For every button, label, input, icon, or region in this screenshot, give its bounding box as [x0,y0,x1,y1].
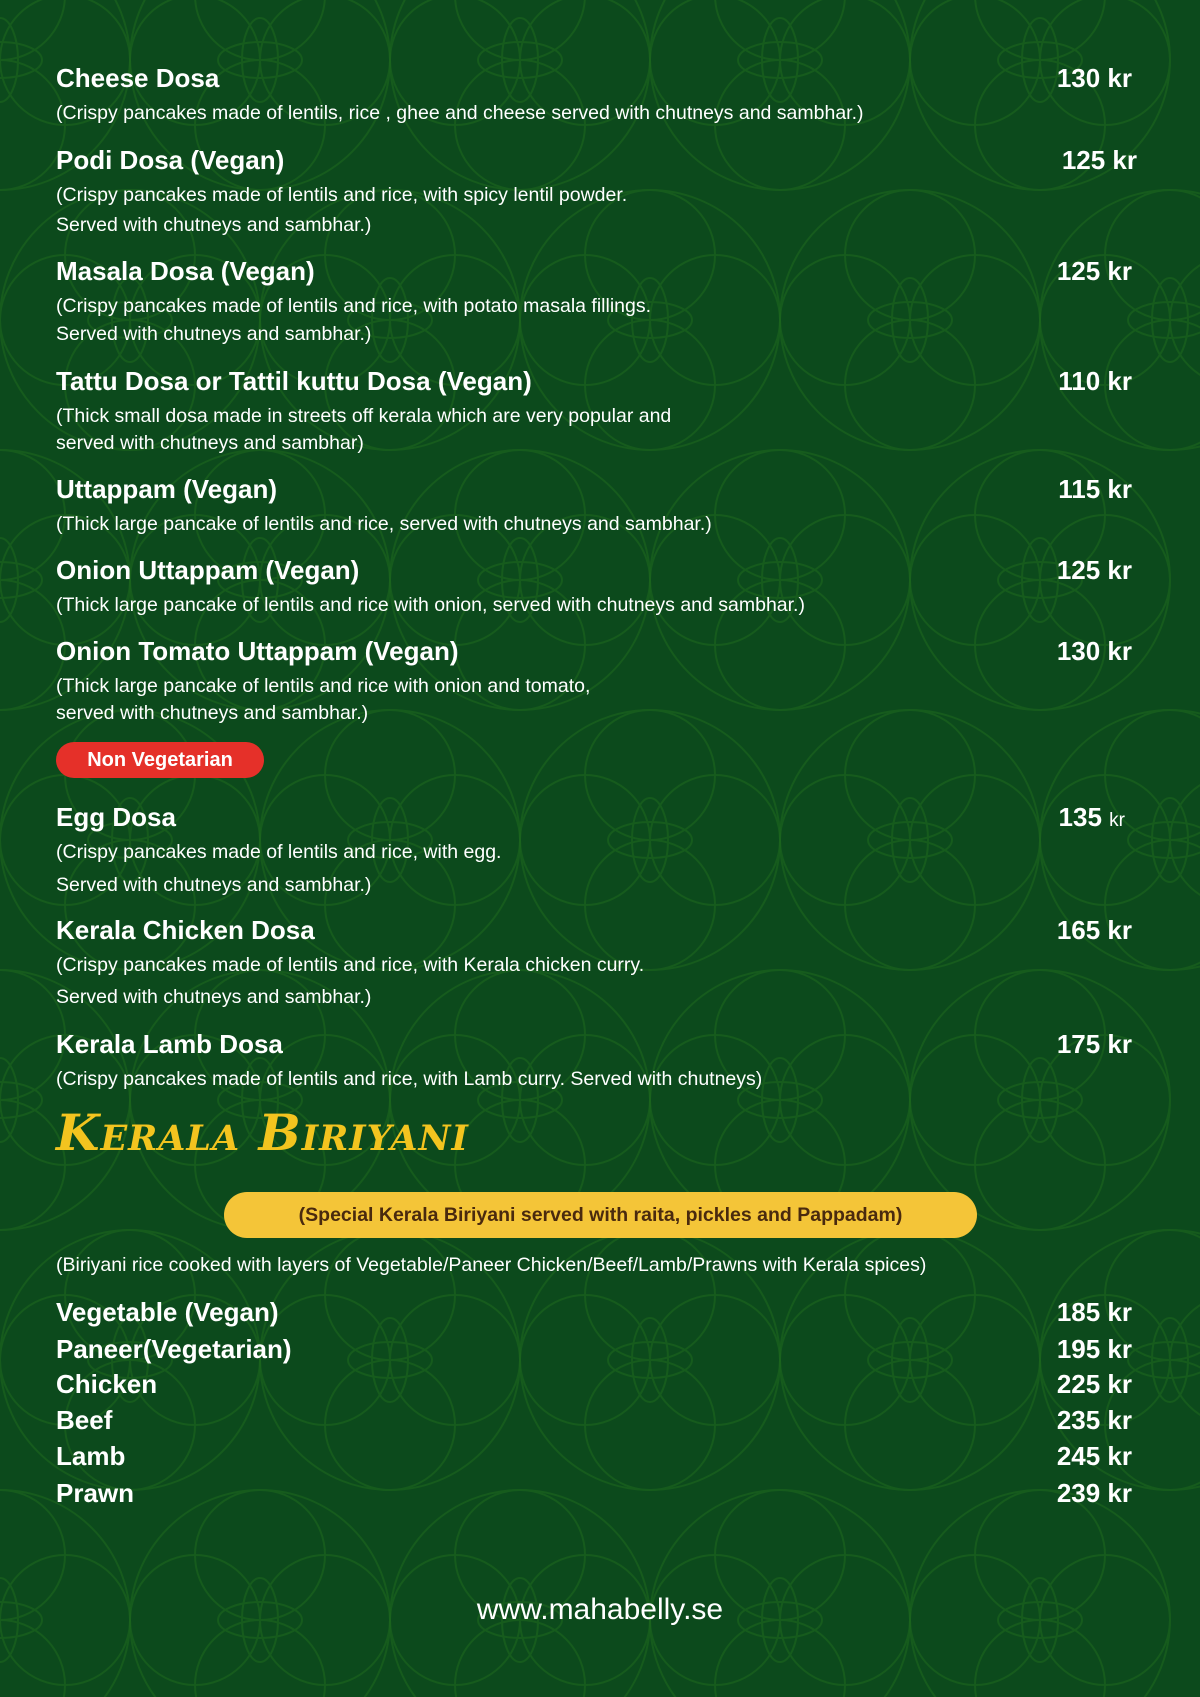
biriyani-item-name: Prawn [56,1478,135,1508]
item-name-tattu-dosa: Tattu Dosa or Tattil kuttu Dosa (Vegan) [56,366,532,396]
item-price-kerala-lamb-dosa: 175 kr [1056,1029,1132,1059]
item-price-masala-dosa: 125 kr [1056,256,1132,286]
item-price-tattu-dosa: 110 kr [1058,366,1132,396]
pattern-motif [650,0,910,190]
item-name-kerala-lamb-dosa: Kerala Lamb Dosa [56,1029,283,1059]
biriyani-item-price: 185 kr [1056,1297,1132,1327]
item-desc: served with chutneys and sambhar) [56,432,364,454]
item-name-cheese-dosa: Cheese Dosa [56,63,220,93]
item-desc: (Crispy pancakes made of lentils and rice, with spicy lentil powder. [56,184,628,206]
item-price-uttappam: 115 kr [1058,474,1132,504]
item-desc: (Crispy pancakes made of lentils, rice , ghee and cheese served with chutneys and sambhar.) [56,102,864,124]
biriyani-item-name: Chicken [56,1369,158,1399]
biriyani-item-name: Vegetable (Vegan) [56,1297,279,1327]
item-name-onion-uttappam: Onion Uttappam (Vegan) [56,555,360,585]
pattern-motif [650,970,910,1230]
non-vegetarian-badge: Non Vegetarian [56,742,264,778]
biriyani-item-price: 235 kr [1056,1405,1132,1435]
biriyani-banner: (Special Kerala Biriyani served with raita, pickles and Pappadam) [224,1192,977,1238]
pattern-motif [1040,190,1200,450]
item-desc: Served with chutneys and sambhar.) [56,986,372,1008]
website-link[interactable]: www.mahabelly.se [476,1593,724,1626]
pattern-motif [650,450,910,710]
item-name-uttappam: Uttappam (Vegan) [56,474,278,504]
biriyani-item-price: 245 kr [1056,1441,1132,1471]
biriyani-item-price: 195 kr [1056,1334,1132,1364]
item-desc: (Crispy pancakes made of lentils and rice, with egg. [56,841,502,863]
item-desc: (Thick large pancake of lentils and rice with onion and tomato, [56,675,591,697]
biriyani-item-name: Paneer(Vegetarian) [56,1334,292,1364]
item-name-kerala-chicken-dosa: Kerala Chicken Dosa [56,915,315,945]
price-number: 135 [1058,802,1102,832]
item-desc: Served with chutneys and sambhar.) [56,323,372,345]
pattern-motif [910,970,1170,1230]
item-desc: Served with chutneys and sambhar.) [56,874,372,896]
item-desc: served with chutneys and sambhar.) [56,702,369,724]
item-desc: (Crispy pancakes made of lentils and rice, with Lamb curry. Served with chutneys) [56,1068,763,1090]
biriyani-description: (Biriyani rice cooked with layers of Vegetable/Paneer Chicken/Beef/Lamb/Prawns with Kerala spices) [56,1254,927,1276]
item-price-cheese-dosa: 130 kr [1056,63,1132,93]
biriyani-item-price: 225 kr [1056,1369,1132,1399]
item-price-onion-uttappam: 125 kr [1056,555,1132,585]
item-desc: (Crispy pancakes made of lentils and rice, with Kerala chicken curry. [56,954,645,976]
item-name-masala-dosa: Masala Dosa (Vegan) [56,256,315,286]
item-price-podi-dosa: 125 kr [1061,145,1137,175]
biriyani-item-name: Beef [56,1405,113,1435]
biriyani-item-price: 239 kr [1056,1478,1132,1508]
item-name-onion-tomato-uttappam: Onion Tomato Uttappam (Vegan) [56,636,459,666]
pattern-motif [390,0,650,190]
item-price-kerala-chicken-dosa: 165 kr [1056,915,1132,945]
item-desc: (Thick large pancake of lentils and rice with onion, served with chutneys and sambhar.) [56,594,805,616]
item-name-podi-dosa: Podi Dosa (Vegan) [56,145,285,175]
price-unit: kr [1109,810,1125,831]
item-price-egg-dosa [1059,802,1125,836]
pattern-motif [780,710,1040,970]
biriyani-item-name: Lamb [56,1441,126,1471]
item-desc: (Crispy pancakes made of lentils and rice, with potato masala fillings. [56,295,652,317]
pattern-motif [780,190,1040,450]
pattern-motif [390,970,650,1230]
item-desc: (Thick large pancake of lentils and rice, served with chutneys and sambhar.) [56,513,712,535]
item-price-onion-tomato-uttappam: 130 kr [1056,636,1132,666]
item-name-egg-dosa: Egg Dosa [56,802,176,832]
item-desc: Served with chutneys and sambhar.) [56,214,372,236]
pattern-motif [520,710,780,970]
section-title-kerala-biriyani: Kerala Biriyani [56,1103,469,1162]
item-desc: (Thick small dosa made in streets off kerala which are very popular and [56,405,672,427]
